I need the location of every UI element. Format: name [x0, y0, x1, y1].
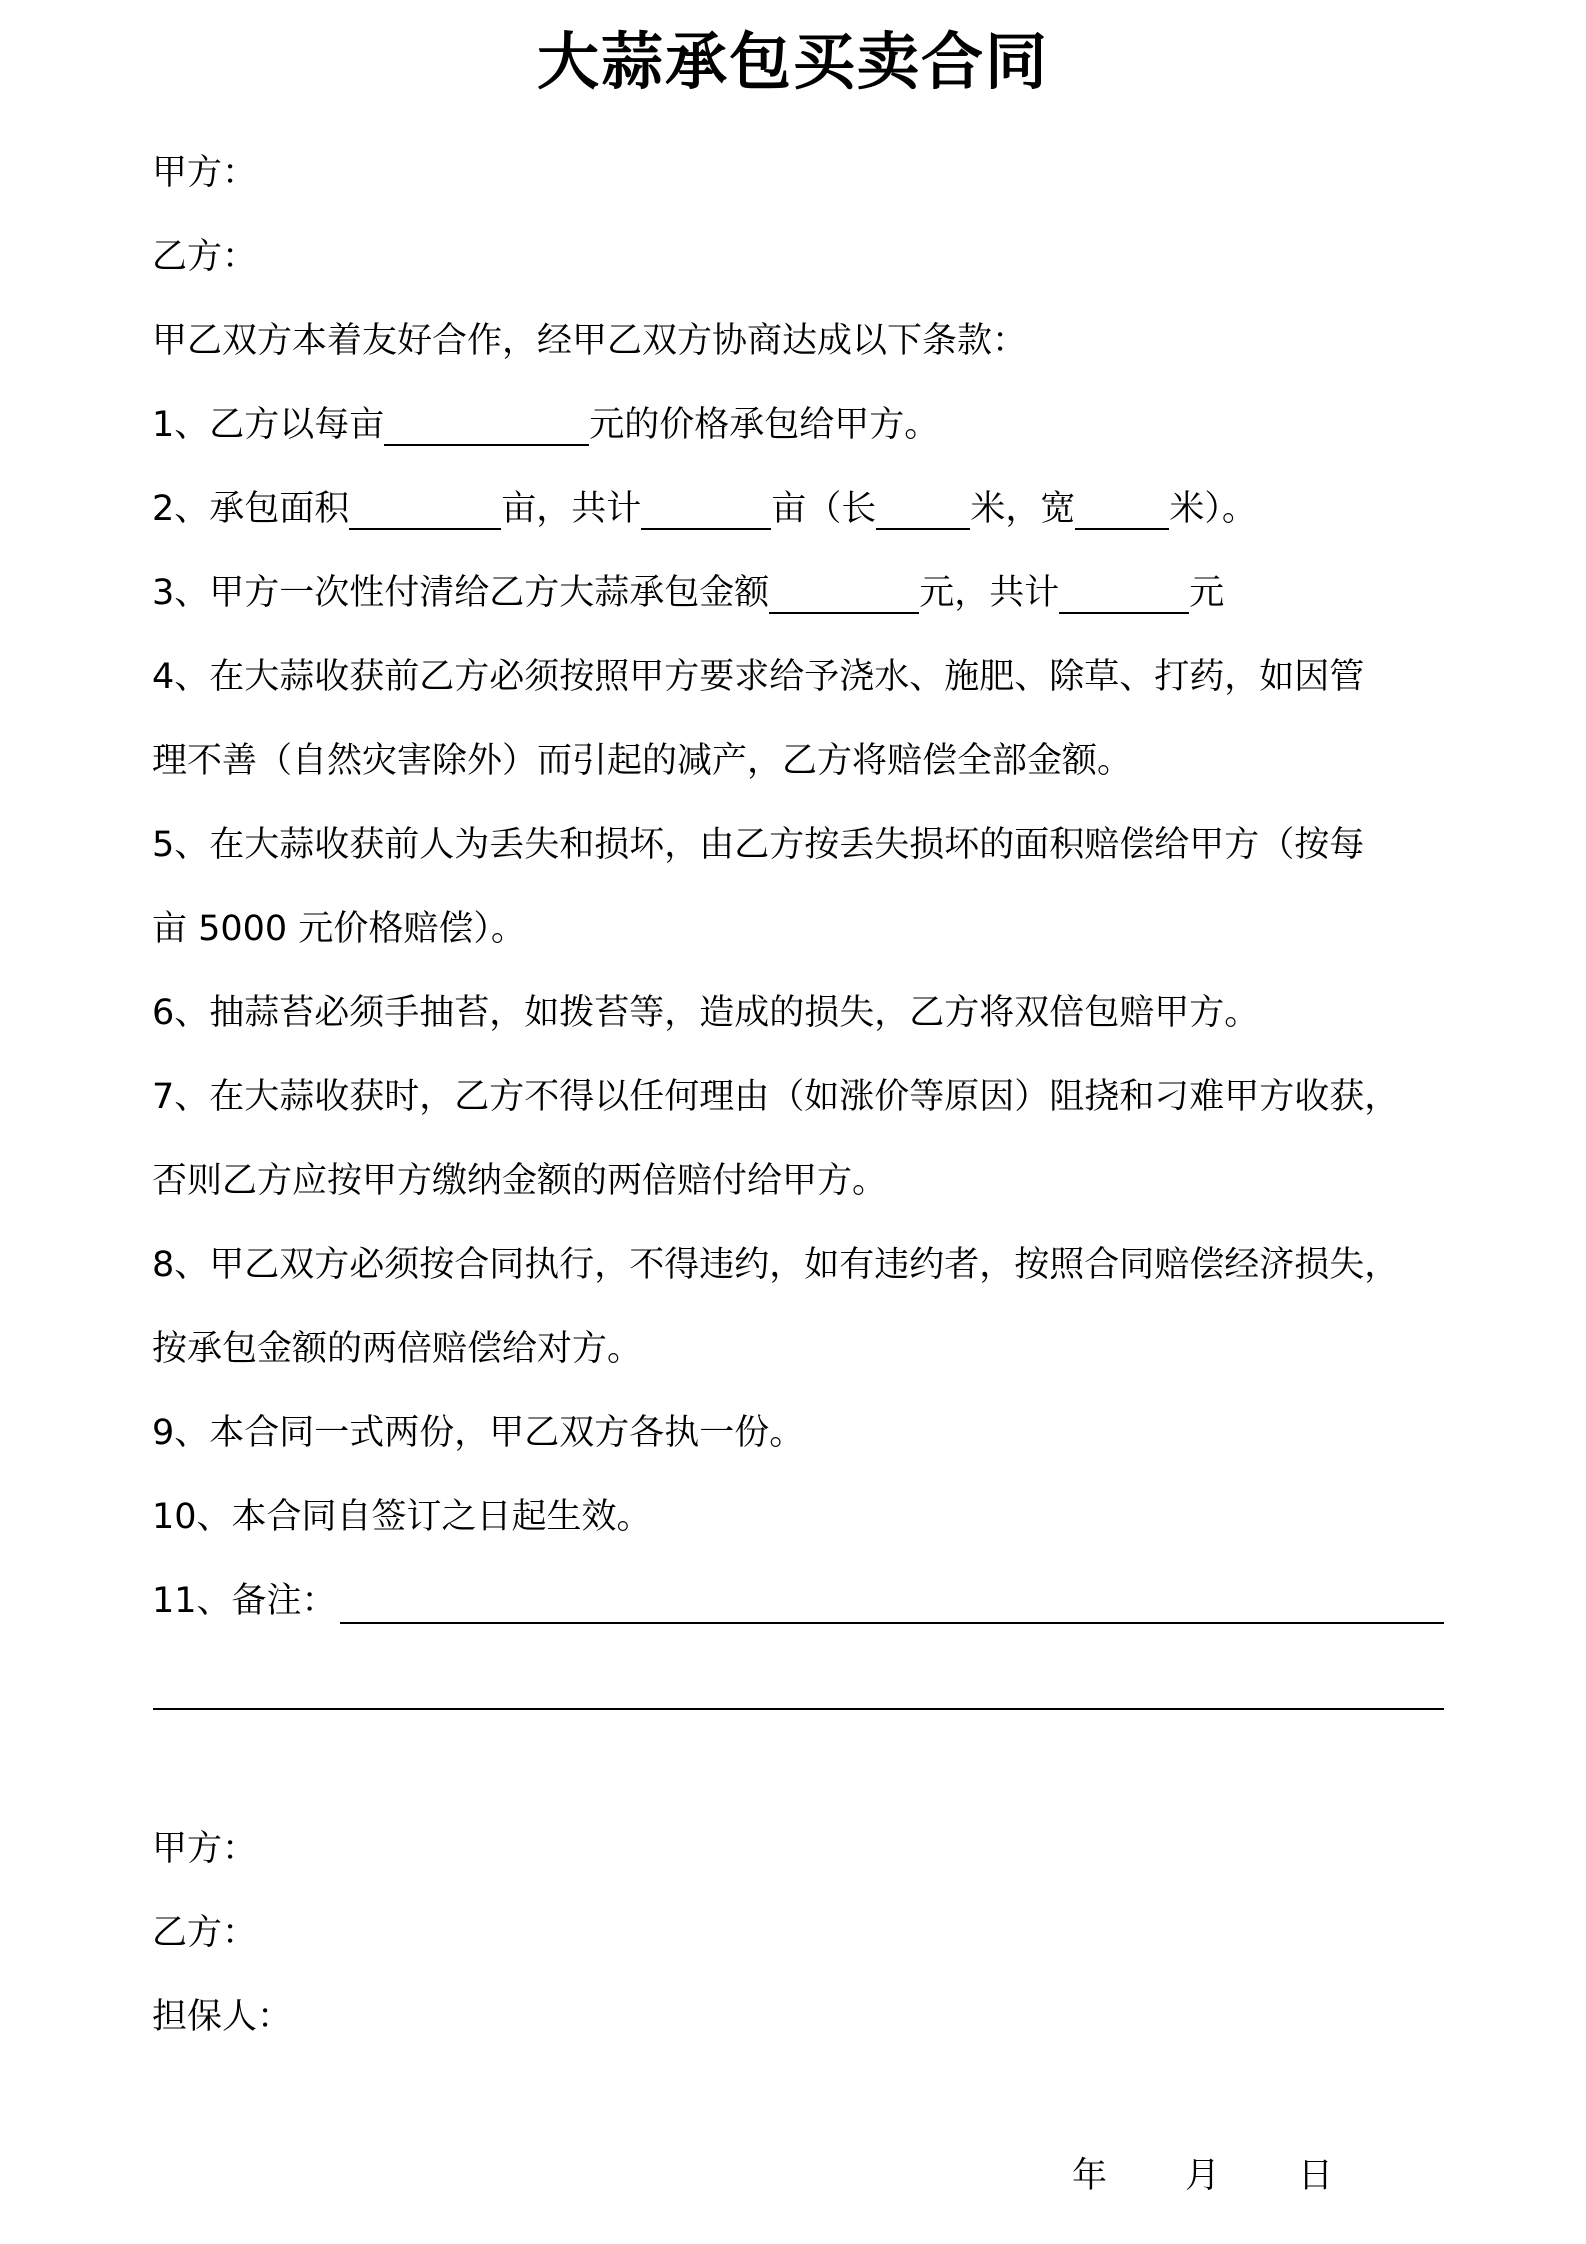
clause-8-line-2: 按承包金额的两倍赔偿给对方。 [152, 1329, 643, 1369]
clause-2-text-4: 米，宽 [970, 489, 1076, 529]
clause-5-line-1: 5、在大蒜收获前人为丢失和损坏，由乙方按丢失损坏的面积赔偿给甲方（按每 [152, 825, 1365, 865]
total-mu-blank[interactable] [641, 492, 771, 530]
price-per-mu-blank[interactable] [384, 408, 589, 446]
clause-7-line-1: 7、在大蒜收获时，乙方不得以任何理由（如涨价等原因）阻挠和刁难甲方收获， [152, 1077, 1400, 1117]
signature-party-a: 甲方： [152, 1829, 258, 1869]
party-b-label: 乙方： [152, 237, 258, 277]
signature-party-b: 乙方： [152, 1913, 258, 1953]
clause-5-line-2: 亩 5000 元价格赔偿）。 [152, 909, 526, 949]
clause-3 [152, 570, 1452, 616]
clause-2-text-1: 2、承包面积 [152, 489, 350, 529]
total-amount-blank[interactable] [1059, 576, 1189, 614]
clause-8-line-1: 8、甲乙双方必须按合同执行，不得违约，如有违约者，按照合同赔偿经济损失， [152, 1245, 1400, 1285]
date-month: 月 [1185, 2156, 1221, 2196]
clause-4-line-1: 4、在大蒜收获前乙方必须按照甲方要求给予浇水、施肥、除草、打药，如因管 [152, 657, 1365, 697]
clause-1-prefix: 1、乙方以每亩 [152, 405, 385, 445]
date-day: 日 [1298, 2156, 1334, 2196]
clause-10: 10、本合同自签订之日起生效。 [152, 1497, 652, 1537]
party-a-label: 甲方： [152, 153, 258, 193]
clause-1 [152, 402, 1452, 448]
clause-6: 6、抽蒜苔必须手抽苔，如拨苔等，造成的损失，乙方将双倍包赔甲方。 [152, 993, 1260, 1033]
remarks-line-2[interactable] [153, 1708, 1444, 1710]
clause-2-text-2: 亩，共计 [501, 489, 642, 529]
page-title: 大蒜承包买卖合同 [536, 25, 1049, 98]
intro-text: 甲乙双方本着友好合作，经甲乙双方协商达成以下条款： [152, 321, 1028, 361]
clause-7-line-2: 否则乙方应按甲方缴纳金额的两倍赔付给甲方。 [152, 1161, 888, 1201]
signature-guarantor: 担保人： [152, 1997, 293, 2037]
width-blank[interactable] [1075, 492, 1169, 530]
clause-9: 9、本合同一式两份，甲乙双方各执一份。 [152, 1413, 805, 1453]
clause-3-text-1: 3、甲方一次性付清给乙方大蒜承包金额 [152, 573, 770, 613]
clause-11-remarks-label: 11、备注： [152, 1581, 337, 1621]
amount-blank[interactable] [769, 576, 919, 614]
clause-3-text-2: 元，共计 [919, 573, 1060, 613]
clause-1-suffix: 元的价格承包给甲方。 [589, 405, 940, 445]
remarks-line-1[interactable] [340, 1622, 1444, 1624]
length-blank[interactable] [876, 492, 970, 530]
clause-2 [152, 486, 1452, 532]
clause-3-text-3: 元 [1189, 573, 1225, 613]
clause-2-text-3: 亩（长 [771, 489, 877, 529]
clause-4-line-2: 理不善（自然灾害除外）而引起的减产，乙方将赔偿全部金额。 [152, 741, 1133, 781]
date-year: 年 [1072, 2156, 1108, 2196]
area-blank[interactable] [349, 492, 501, 530]
clause-2-text-5: 米）。 [1169, 489, 1257, 529]
